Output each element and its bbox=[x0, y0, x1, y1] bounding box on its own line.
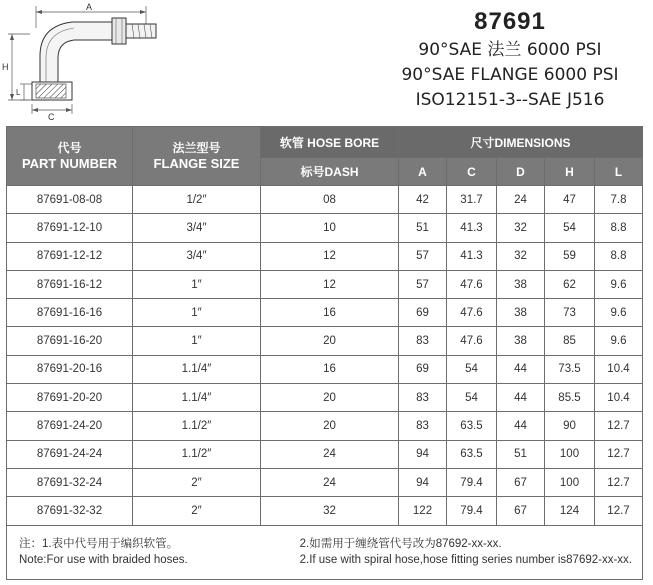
cell-part-number: 87691-12-12 bbox=[7, 242, 133, 270]
cell-flange-size: 1/2″ bbox=[133, 186, 261, 214]
header-dim-l: L bbox=[595, 158, 643, 186]
cell-part-number: 87691-24-20 bbox=[7, 412, 133, 440]
cell-part-number: 87691-16-16 bbox=[7, 299, 133, 327]
cell-part-number: 87691-12-10 bbox=[7, 214, 133, 242]
cell-dash: 20 bbox=[261, 384, 399, 412]
table-row bbox=[7, 440, 643, 468]
cell-dim-h: 85 bbox=[545, 327, 595, 355]
header-part-number-cn: 代号 bbox=[57, 140, 82, 155]
header-hose-bore: 软管 HOSE BORE bbox=[261, 127, 399, 158]
cell-dim-l: 8.8 bbox=[595, 242, 643, 270]
cell-dim-a: 51 bbox=[399, 214, 447, 242]
cell-dash: 10 bbox=[261, 214, 399, 242]
cell-dim-h: 124 bbox=[545, 497, 595, 525]
title-line-1: 90°SAE 法兰 6000 PSI bbox=[418, 40, 602, 60]
note-2-en: 2.If use with spiral hose,hose fitting series number is87692-xx-xx. bbox=[299, 554, 632, 567]
cell-flange-size: 1″ bbox=[133, 327, 261, 355]
cell-flange-size: 3/4″ bbox=[133, 242, 261, 270]
fitting-drawing bbox=[0, 0, 330, 124]
cell-dash: 32 bbox=[261, 497, 399, 525]
note-2 bbox=[300, 536, 632, 568]
cell-dim-l: 9.6 bbox=[595, 299, 643, 327]
cell-dim-h: 90 bbox=[545, 412, 595, 440]
cell-dim-a: 57 bbox=[399, 270, 447, 298]
cell-dim-c: 47.6 bbox=[447, 270, 497, 298]
cell-dash: 12 bbox=[261, 270, 399, 298]
header-flange-size-en: FLANGE SIZE bbox=[153, 155, 240, 171]
header-flange-size bbox=[133, 127, 261, 186]
note-1 bbox=[19, 536, 188, 568]
table-row bbox=[7, 412, 643, 440]
cell-dim-h: 100 bbox=[545, 468, 595, 496]
cell-dim-l: 10.4 bbox=[595, 355, 643, 383]
cell-part-number: 87691-08-08 bbox=[7, 186, 133, 214]
cell-dim-a: 83 bbox=[399, 327, 447, 355]
cell-flange-size: 1″ bbox=[133, 270, 261, 298]
cell-dim-c: 41.3 bbox=[447, 242, 497, 270]
table-row bbox=[7, 497, 643, 525]
cell-dash: 20 bbox=[261, 412, 399, 440]
title-block bbox=[385, 8, 635, 113]
cell-flange-size: 1″ bbox=[133, 299, 261, 327]
note-1-en: Note:For use with braided hoses. bbox=[19, 554, 188, 567]
cell-dash: 08 bbox=[261, 186, 399, 214]
table-row bbox=[7, 327, 643, 355]
table-row bbox=[7, 384, 643, 412]
cell-dim-h: 59 bbox=[545, 242, 595, 270]
cell-part-number: 87691-24-24 bbox=[7, 440, 133, 468]
header-dim-c: C bbox=[447, 158, 497, 186]
cell-part-number: 87691-20-20 bbox=[7, 384, 133, 412]
cell-flange-size: 1.1/4″ bbox=[133, 355, 261, 383]
cell-dim-c: 31.7 bbox=[447, 186, 497, 214]
table-row bbox=[7, 355, 643, 383]
cell-part-number: 87691-16-20 bbox=[7, 327, 133, 355]
cell-dim-c: 79.4 bbox=[447, 468, 497, 496]
cell-dim-h: 62 bbox=[545, 270, 595, 298]
header-dimensions: 尺寸DIMENSIONS bbox=[399, 127, 643, 158]
cell-dash: 12 bbox=[261, 242, 399, 270]
cell-dim-d: 51 bbox=[497, 440, 545, 468]
cell-dim-a: 69 bbox=[399, 355, 447, 383]
cell-dim-a: 122 bbox=[399, 497, 447, 525]
cell-dash: 24 bbox=[261, 468, 399, 496]
cell-dim-l: 10.4 bbox=[595, 384, 643, 412]
cell-dim-d: 38 bbox=[497, 270, 545, 298]
cell-dash: 16 bbox=[261, 355, 399, 383]
table-row bbox=[7, 299, 643, 327]
cell-dim-d: 32 bbox=[497, 242, 545, 270]
cell-flange-size: 2″ bbox=[133, 468, 261, 496]
dim-label-h: H bbox=[2, 62, 9, 72]
cell-flange-size: 1.1/2″ bbox=[133, 412, 261, 440]
cell-dim-l: 12.7 bbox=[595, 468, 643, 496]
header-dash: 标号DASH bbox=[261, 158, 399, 186]
cell-flange-size: 3/4″ bbox=[133, 214, 261, 242]
dim-label-l: L bbox=[16, 88, 21, 97]
notes-cell bbox=[7, 525, 643, 579]
dim-label-a: A bbox=[86, 2, 93, 12]
cell-flange-size: 1.1/4″ bbox=[133, 384, 261, 412]
header-dim-h: H bbox=[545, 158, 595, 186]
cell-dim-c: 41.3 bbox=[447, 214, 497, 242]
title-line-2: 90°SAE FLANGE 6000 PSI bbox=[401, 65, 619, 85]
cell-dim-h: 73.5 bbox=[545, 355, 595, 383]
cell-dash: 24 bbox=[261, 440, 399, 468]
cell-dim-c: 54 bbox=[447, 384, 497, 412]
cell-dim-l: 9.6 bbox=[595, 270, 643, 298]
table-row bbox=[7, 214, 643, 242]
header-dim-a: A bbox=[399, 158, 447, 186]
cell-dim-c: 63.5 bbox=[447, 412, 497, 440]
cell-dim-a: 83 bbox=[399, 412, 447, 440]
cell-dim-c: 47.6 bbox=[447, 327, 497, 355]
cell-dim-a: 94 bbox=[399, 468, 447, 496]
cell-dim-a: 94 bbox=[399, 440, 447, 468]
cell-dash: 16 bbox=[261, 299, 399, 327]
cell-dim-h: 100 bbox=[545, 440, 595, 468]
cell-dim-l: 8.8 bbox=[595, 214, 643, 242]
cell-dim-d: 32 bbox=[497, 214, 545, 242]
cell-dim-l: 12.7 bbox=[595, 497, 643, 525]
cell-part-number: 87691-32-24 bbox=[7, 468, 133, 496]
cell-dim-l: 12.7 bbox=[595, 412, 643, 440]
cell-dim-l: 7.8 bbox=[595, 186, 643, 214]
cell-dim-d: 24 bbox=[497, 186, 545, 214]
header-dim-d: D bbox=[497, 158, 545, 186]
cell-flange-size: 1.1/2″ bbox=[133, 440, 261, 468]
elbow-fitting-illustration bbox=[0, 0, 330, 124]
cell-dim-d: 44 bbox=[497, 412, 545, 440]
cell-dim-c: 54 bbox=[447, 355, 497, 383]
cell-dim-h: 85.5 bbox=[545, 384, 595, 412]
cell-part-number: 87691-16-12 bbox=[7, 270, 133, 298]
cell-dim-d: 67 bbox=[497, 497, 545, 525]
cell-dim-a: 42 bbox=[399, 186, 447, 214]
header-part-number bbox=[7, 127, 133, 186]
note-2-cn: 2.如需用于缠绕管代号改为87692-xx-xx. bbox=[299, 538, 502, 551]
title-line-3: ISO12151-3--SAE J516 bbox=[415, 90, 605, 110]
header-flange-size-cn: 法兰型号 bbox=[172, 140, 221, 155]
spec-table bbox=[6, 126, 643, 580]
model-number: 87691 bbox=[474, 8, 546, 35]
cell-dim-d: 44 bbox=[497, 384, 545, 412]
cell-part-number: 87691-20-16 bbox=[7, 355, 133, 383]
cell-dim-h: 47 bbox=[545, 186, 595, 214]
cell-dim-d: 38 bbox=[497, 327, 545, 355]
spec-table-body bbox=[7, 186, 643, 526]
cell-dim-l: 9.6 bbox=[595, 327, 643, 355]
table-row bbox=[7, 242, 643, 270]
cell-dim-c: 79.4 bbox=[447, 497, 497, 525]
cell-dim-c: 63.5 bbox=[447, 440, 497, 468]
header-part-number-en: PART NUMBER bbox=[21, 155, 118, 171]
cell-dim-d: 44 bbox=[497, 355, 545, 383]
cell-part-number: 87691-32-32 bbox=[7, 497, 133, 525]
cell-dim-a: 83 bbox=[399, 384, 447, 412]
table-row bbox=[7, 468, 643, 496]
cell-dim-c: 47.6 bbox=[447, 299, 497, 327]
cell-flange-size: 2″ bbox=[133, 497, 261, 525]
cell-dash: 20 bbox=[261, 327, 399, 355]
table-row bbox=[7, 270, 643, 298]
cell-dim-h: 54 bbox=[545, 214, 595, 242]
cell-dim-h: 73 bbox=[545, 299, 595, 327]
cell-dim-d: 67 bbox=[497, 468, 545, 496]
cell-dim-d: 38 bbox=[497, 299, 545, 327]
cell-dim-l: 12.7 bbox=[595, 440, 643, 468]
table-row bbox=[7, 186, 643, 214]
dim-label-c: C bbox=[48, 112, 55, 122]
note-1-cn: 注：1.表中代号用于编织软管。 bbox=[19, 538, 179, 551]
cell-dim-a: 57 bbox=[399, 242, 447, 270]
cell-dim-a: 69 bbox=[399, 299, 447, 327]
